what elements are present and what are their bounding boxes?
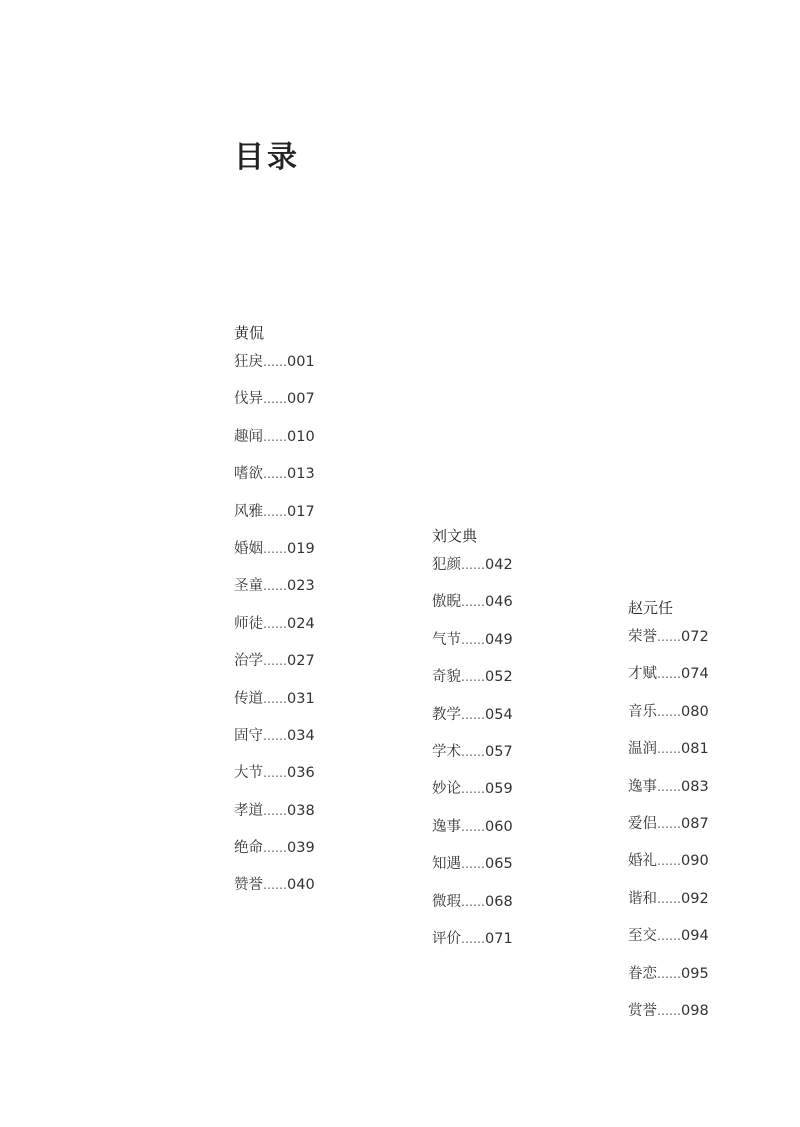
toc-entry-page-number: 019 — [287, 540, 315, 557]
toc-entry-page-number: 057 — [485, 743, 513, 760]
toc-entry-leader: …… — [263, 616, 287, 631]
toc-entry-title: 妙论 — [432, 781, 461, 798]
author-heading: 赵元任 — [628, 599, 674, 617]
toc-entry — [234, 574, 404, 611]
toc-entry-page-number: 068 — [485, 893, 513, 910]
toc-entry-page-number: 038 — [287, 802, 315, 819]
toc-entry-title: 赞誉 — [234, 877, 263, 894]
toc-entry-title: 逸事 — [628, 778, 657, 795]
author-heading: 刘文典 — [432, 527, 478, 545]
toc-entry-title: 音乐 — [628, 703, 657, 720]
toc-entry-leader: …… — [263, 878, 287, 893]
toc-entry-title: 荣誉 — [628, 629, 657, 645]
toc-entry — [628, 924, 798, 961]
toc-section-liu-wendian — [432, 525, 602, 964]
toc-entry — [432, 852, 602, 889]
toc-entry-title: 赏誉 — [628, 1002, 657, 1019]
toc-entry-title: 圣童 — [234, 578, 263, 595]
toc-entry-title: 爱侣 — [628, 815, 657, 832]
toc-entry — [234, 761, 404, 798]
toc-entry-leader: …… — [263, 803, 287, 818]
toc-entry-title: 谐和 — [628, 890, 657, 907]
toc-entry-title: 气节 — [432, 631, 461, 648]
toc-entry-leader: …… — [657, 630, 681, 644]
toc-entry-page-number: 010 — [287, 428, 315, 445]
toc-entry — [628, 662, 798, 699]
toc-entry-leader: …… — [461, 931, 485, 946]
toc-entry — [628, 700, 798, 737]
toc-entry — [628, 812, 798, 849]
toc-entry-title: 师徒 — [234, 615, 263, 632]
toc-entry-title: 伐异 — [234, 391, 263, 408]
toc-entry-leader: …… — [461, 595, 485, 610]
toc-entry-page-number: 040 — [287, 877, 315, 894]
toc-entry-leader: …… — [263, 728, 287, 743]
toc-entry-leader: …… — [461, 894, 485, 909]
toc-entry-title: 奇貌 — [432, 669, 461, 686]
toc-entry — [628, 737, 798, 774]
toc-entry-leader: …… — [263, 841, 287, 856]
toc-entry-title: 嗜欲 — [234, 466, 263, 483]
author-heading: 黄侃 — [234, 324, 265, 342]
toc-entry-list — [432, 553, 602, 964]
toc-entry-leader: …… — [461, 744, 485, 759]
toc-entry-title: 逸事 — [432, 818, 461, 835]
toc-entry-title: 温润 — [628, 741, 657, 758]
toc-entry-title: 孝道 — [234, 802, 263, 819]
toc-entry-title: 婚礼 — [628, 853, 657, 870]
toc-entry-title: 评价 — [432, 930, 461, 947]
toc-entry-page-number: 017 — [287, 503, 315, 520]
toc-entry — [234, 687, 404, 724]
toc-entry-leader: …… — [657, 816, 681, 831]
toc-entry-page-number: 024 — [287, 615, 315, 632]
toc-entry-list — [628, 625, 798, 1036]
toc-entry-title: 犯颜 — [432, 557, 461, 573]
toc-entry-title: 治学 — [234, 653, 263, 670]
toc-entry — [628, 887, 798, 924]
toc-entry-page-number: 046 — [485, 594, 513, 611]
toc-entry-leader: …… — [657, 1003, 681, 1018]
toc-section-huang-kan — [234, 322, 404, 911]
toc-entry-title: 狂戾 — [234, 354, 263, 370]
toc-entry-page-number: 060 — [485, 818, 513, 835]
toc-entry — [234, 873, 404, 910]
toc-entry-page-number: 065 — [485, 856, 513, 873]
toc-entry — [234, 537, 404, 574]
toc-entry — [234, 500, 404, 537]
toc-entry — [432, 665, 602, 702]
toc-entry-title: 眷恋 — [628, 965, 657, 982]
toc-entry-page-number: 001 — [287, 354, 315, 370]
toc-entry-title: 教学 — [432, 706, 461, 723]
toc-entry — [432, 890, 602, 927]
toc-entry-leader: …… — [461, 857, 485, 872]
toc-entry-page-number: 049 — [485, 631, 513, 648]
toc-entry-page-number: 007 — [287, 391, 315, 408]
toc-entry-leader: …… — [263, 392, 287, 407]
toc-entry-title: 学术 — [432, 743, 461, 760]
toc-entry-title: 知遇 — [432, 856, 461, 873]
toc-entry-leader: …… — [461, 632, 485, 647]
toc-section-zhao-yuanren — [628, 597, 798, 1036]
toc-entry-page-number: 098 — [681, 1002, 709, 1019]
toc-entry-leader: …… — [657, 929, 681, 944]
toc-entry-leader: …… — [263, 355, 287, 369]
toc-entry — [628, 962, 798, 999]
toc-entry-page-number: 095 — [681, 965, 709, 982]
toc-entry — [432, 703, 602, 740]
toc-entry — [432, 590, 602, 627]
toc-entry-page-number: 080 — [681, 703, 709, 720]
toc-entry-title: 大节 — [234, 765, 263, 782]
toc-entry-page-number: 074 — [681, 666, 709, 683]
toc-entry — [234, 462, 404, 499]
toc-entry-title: 固守 — [234, 727, 263, 744]
toc-entry — [234, 724, 404, 761]
toc-entry — [628, 625, 798, 662]
toc-entry — [628, 999, 798, 1036]
toc-entry-title: 风雅 — [234, 503, 263, 520]
toc-entry-page-number: 094 — [681, 928, 709, 945]
toc-entry-page-number: 031 — [287, 690, 315, 707]
toc-entry-page-number: 092 — [681, 890, 709, 907]
toc-entry-leader: …… — [263, 467, 287, 482]
toc-entry-page-number: 071 — [485, 930, 513, 947]
toc-entry-leader: …… — [657, 966, 681, 981]
toc-entry-page-number: 083 — [681, 778, 709, 795]
toc-entry-title: 传道 — [234, 690, 263, 707]
toc-entry-page-number: 059 — [485, 781, 513, 798]
toc-entry-leader: …… — [657, 667, 681, 682]
toc-entry-page-number: 027 — [287, 653, 315, 670]
toc-entry-leader: …… — [263, 654, 287, 669]
page-title: 目录 — [234, 140, 300, 175]
toc-entry-title: 至交 — [628, 928, 657, 945]
toc-entry-title: 傲睨 — [432, 594, 461, 611]
toc-entry-leader: …… — [263, 504, 287, 519]
toc-entry-page-number: 052 — [485, 669, 513, 686]
toc-entry-title: 才赋 — [628, 666, 657, 683]
toc-entry-leader: …… — [263, 579, 287, 594]
toc-entry-leader: …… — [657, 742, 681, 757]
toc-entry — [234, 612, 404, 649]
toc-entry-page-number: 090 — [681, 853, 709, 870]
toc-entry-title: 趣闻 — [234, 428, 263, 445]
toc-entry-leader: …… — [657, 704, 681, 719]
toc-entry — [234, 425, 404, 462]
toc-entry — [432, 628, 602, 665]
toc-entry-leader: …… — [657, 891, 681, 906]
toc-entry-page-number: 039 — [287, 840, 315, 857]
toc-entry-page-number: 072 — [681, 629, 709, 645]
toc-entry-page-number: 023 — [287, 578, 315, 595]
toc-entry-page-number: 081 — [681, 741, 709, 758]
toc-entry-page-number: 087 — [681, 815, 709, 832]
toc-entry-title: 微瑕 — [432, 893, 461, 910]
toc-entry-leader: …… — [461, 670, 485, 685]
toc-entry-leader: …… — [263, 429, 287, 444]
toc-entry — [432, 740, 602, 777]
toc-entry — [234, 350, 404, 387]
toc-entry-title: 婚姻 — [234, 540, 263, 557]
toc-entry-page-number: 042 — [485, 557, 513, 573]
toc-entry — [628, 849, 798, 886]
toc-entry-page-number: 054 — [485, 706, 513, 723]
toc-entry — [234, 649, 404, 686]
toc-entry — [432, 815, 602, 852]
toc-entry-leader: …… — [657, 779, 681, 794]
toc-entry — [432, 777, 602, 814]
toc-entry — [628, 775, 798, 812]
toc-entry-page-number: 013 — [287, 466, 315, 483]
toc-entry — [234, 836, 404, 873]
toc-entry-leader: …… — [461, 782, 485, 797]
toc-entry — [432, 927, 602, 964]
toc-entry-leader: …… — [263, 541, 287, 556]
toc-entry-title: 绝命 — [234, 840, 263, 857]
toc-entry-leader: …… — [263, 766, 287, 781]
toc-entry-page-number: 036 — [287, 765, 315, 782]
toc-entry — [234, 799, 404, 836]
toc-entry-page-number: 034 — [287, 727, 315, 744]
toc-entry-leader: …… — [461, 819, 485, 834]
toc-entry — [432, 553, 602, 590]
toc-entry-list — [234, 350, 404, 911]
toc-entry-leader: …… — [461, 707, 485, 722]
toc-entry — [234, 387, 404, 424]
toc-entry-leader: …… — [657, 854, 681, 869]
toc-entry-leader: …… — [461, 558, 485, 572]
toc-entry-leader: …… — [263, 691, 287, 706]
